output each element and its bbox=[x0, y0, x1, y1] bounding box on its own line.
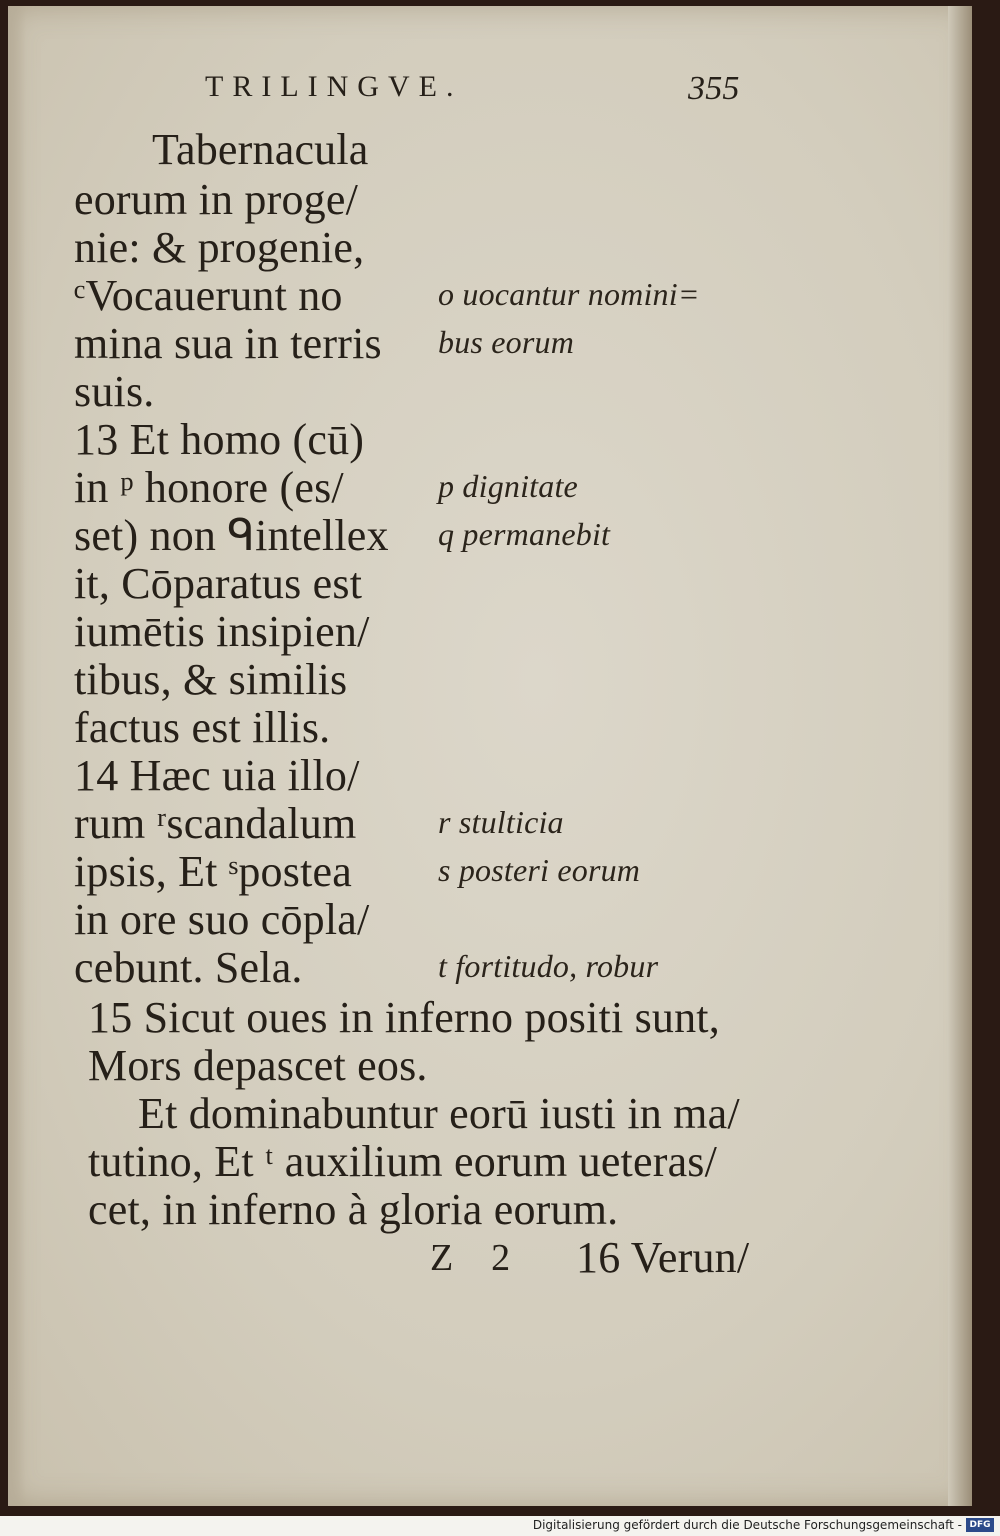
marginal-gloss: bus eorum bbox=[438, 324, 575, 360]
running-head: TRILINGVE. bbox=[205, 70, 463, 103]
main-text-line: ipsis, Et ˢpostea bbox=[74, 847, 352, 896]
main-text-line: iumētis insipien/ bbox=[74, 607, 370, 656]
main-text-line: cebunt. Sela. bbox=[74, 943, 303, 992]
main-text-line: rum ʳscandalum bbox=[74, 799, 357, 848]
main-text-line: factus est illis. bbox=[74, 703, 331, 752]
signature-mark: Z 2 bbox=[430, 1237, 511, 1279]
main-text-line: Mors depascet eos. bbox=[88, 1041, 428, 1090]
main-text-line: Et dominabuntur eorū iusti in ma/ bbox=[138, 1089, 740, 1138]
main-text-line: 13 Et homo (cū) bbox=[74, 415, 365, 464]
page-edge bbox=[948, 6, 972, 1506]
main-text-line: ᶜVocauerunt no bbox=[74, 271, 343, 320]
catchword: 16 Verun/ bbox=[576, 1233, 750, 1282]
main-text-line: set) non ᑫintellex bbox=[74, 511, 389, 560]
main-text-line: mina sua in terris bbox=[74, 319, 382, 368]
main-text-line: in ᵖ honore (es/ bbox=[74, 463, 344, 512]
page-gutter bbox=[8, 6, 26, 1506]
main-text-line: 14 Hæc uia illo/ bbox=[74, 751, 360, 800]
marginal-gloss: t fortitudo, robur bbox=[438, 948, 659, 984]
main-text-line: Tabernacula bbox=[152, 125, 369, 174]
main-text-line: suis. bbox=[74, 367, 155, 416]
main-text-line: nie: & progenie, bbox=[74, 223, 365, 272]
page-number: 355 bbox=[688, 70, 740, 107]
funding-credit: Digitalisierung gefördert durch die Deutsche Forschungsgemeinschaft - bbox=[532, 1518, 962, 1532]
main-text-line: cet, in inferno à gloria eorum. bbox=[88, 1185, 619, 1234]
main-text-line: tutino, Et ᵗ auxilium eorum ueteras/ bbox=[88, 1137, 718, 1186]
marginal-gloss: q permanebit bbox=[438, 516, 611, 552]
marginal-gloss: r stulticia bbox=[438, 804, 564, 840]
main-text-line: tibus, & similis bbox=[74, 655, 348, 704]
main-text-line: 15 Sicut oues in inferno positi sunt, bbox=[88, 993, 720, 1042]
marginal-gloss: s posteri eorum bbox=[438, 852, 641, 888]
main-text-line: eorum in proge/ bbox=[74, 175, 359, 224]
marginal-gloss: p dignitate bbox=[438, 468, 578, 504]
main-text-line: it, Cōparatus est bbox=[74, 559, 363, 608]
main-text-line: in ore suo cōpla/ bbox=[74, 895, 370, 944]
dfg-logo: DFG bbox=[966, 1518, 994, 1532]
marginal-gloss: o uocantur nomini= bbox=[438, 276, 700, 312]
